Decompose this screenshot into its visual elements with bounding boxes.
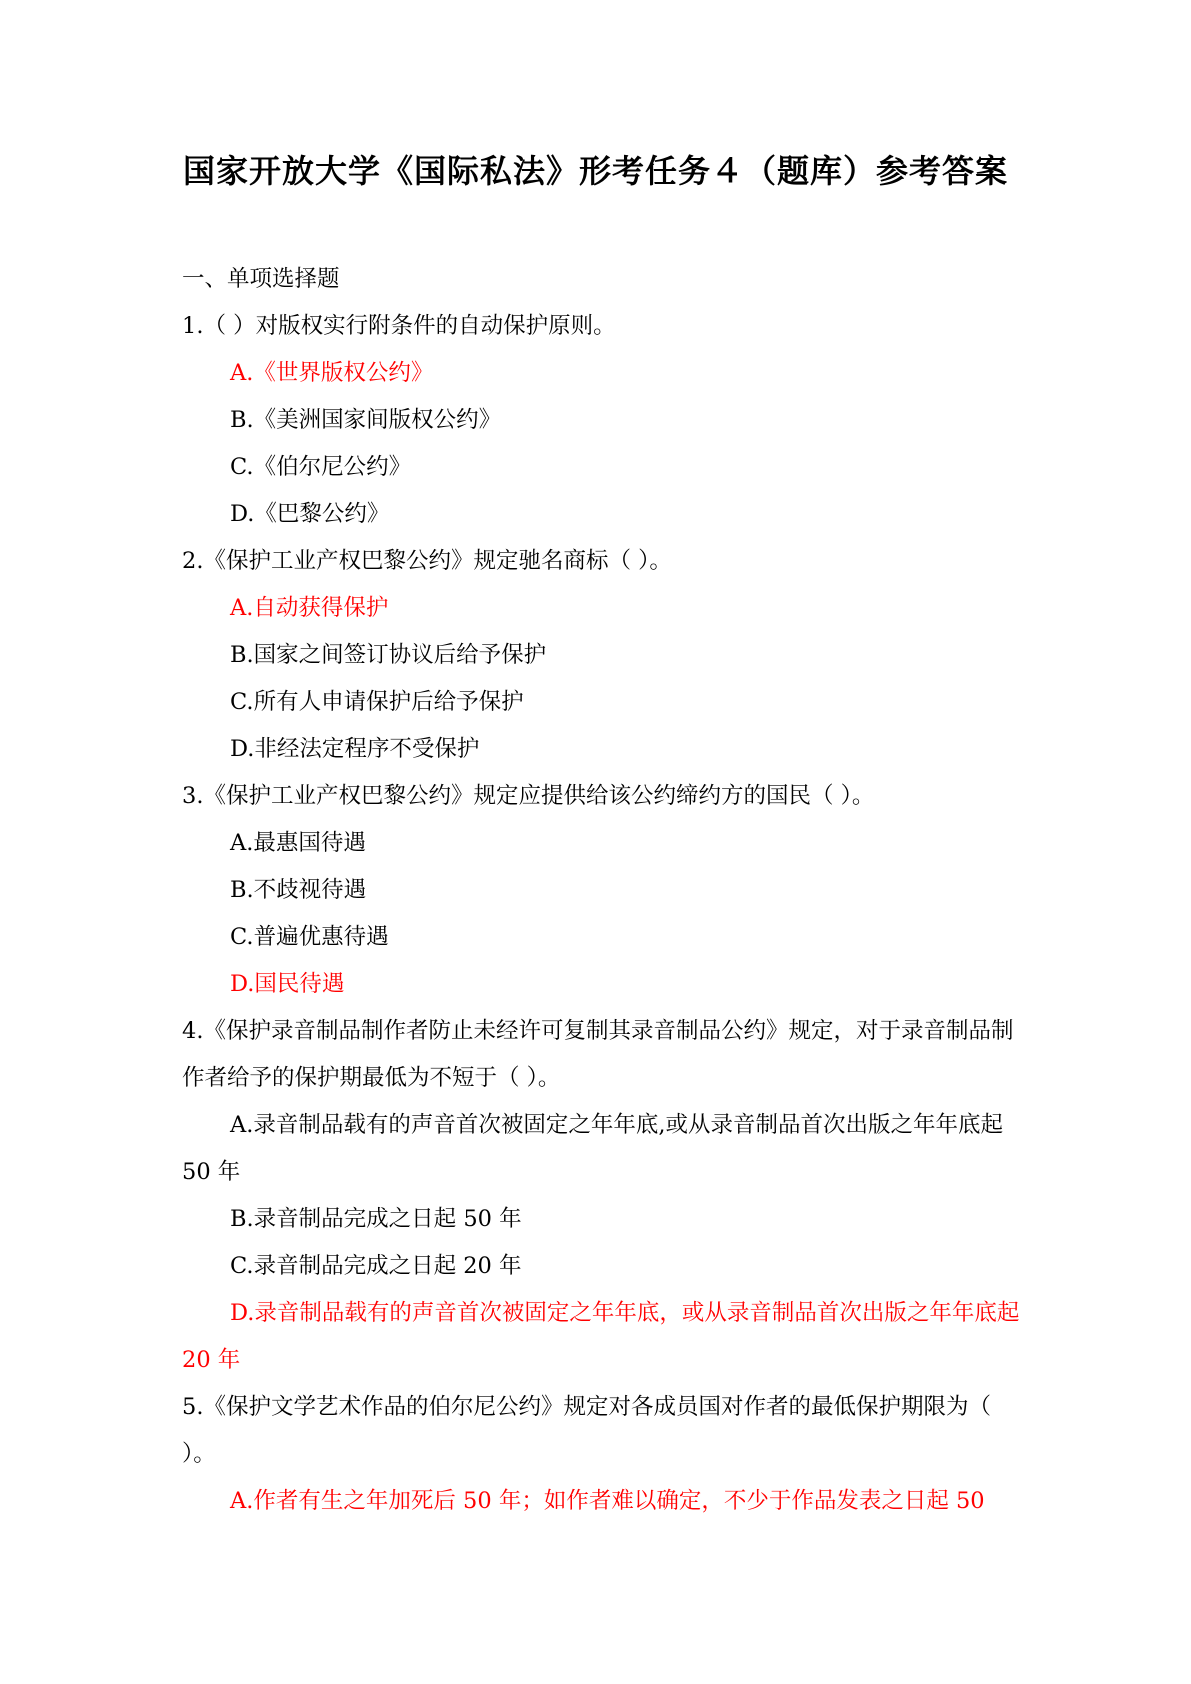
answer-option: D.国民待遇 xyxy=(230,971,345,997)
option: B.不歧视待遇 xyxy=(230,877,367,903)
document-body xyxy=(182,256,1022,1525)
question-stem: 5.《保护文学艺术作品的伯尔尼公约》规定对各成员国对作者的最低保护期限为（ ）。 xyxy=(182,1394,991,1467)
option: B.《美洲国家间版权公约》 xyxy=(230,407,502,433)
option: D.《巴黎公约》 xyxy=(230,501,390,527)
option: C.《伯尔尼公约》 xyxy=(230,454,412,480)
answer-option: A.《世界版权公约》 xyxy=(230,360,434,386)
question-stem: 3.《保护工业产权巴黎公约》规定应提供给该公约缔约方的国民（ ）。 xyxy=(182,783,875,809)
answer-option: A.作者有生之年加死后 50 年；如作者难以确定，不少于作品发表之日起 50 xyxy=(230,1488,985,1514)
answer-option: A.自动获得保护 xyxy=(230,595,389,621)
option: D.非经法定程序不受保护 xyxy=(230,736,480,762)
document-title: 国家开放大学《国际私法》形考任务４（题库）参考答案 xyxy=(182,152,1008,190)
option: C.录音制品完成之日起 20 年 xyxy=(230,1253,522,1279)
option: B.录音制品完成之日起 50 年 xyxy=(230,1206,522,1232)
option: A.录音制品载有的声音首次被固定之年年底,或从录音制品首次出版之年年底起 50 年 xyxy=(182,1112,1004,1185)
option: A.最惠国待遇 xyxy=(230,830,366,856)
answer-option: D.录音制品载有的声音首次被固定之年年底，或从录音制品首次出版之年年底起 20 年 xyxy=(182,1300,1020,1373)
question-stem: 2.《保护工业产权巴黎公约》规定驰名商标（ ）。 xyxy=(182,548,672,574)
option: C.普遍优惠待遇 xyxy=(230,924,389,950)
section-heading: 一、单项选择题 xyxy=(182,266,340,292)
option: C.所有人申请保护后给予保护 xyxy=(230,689,524,715)
question-stem: 4.《保护录音制品制作者防止未经许可复制其录音制品公约》规定，对于录音制品制作者给予的保护期最低为不短于（ ）。 xyxy=(182,1018,1014,1091)
question-stem: 1.（ ）对版权实行附条件的自动保护原则。 xyxy=(182,313,616,339)
option: B.国家之间签订协议后给予保护 xyxy=(230,642,547,668)
